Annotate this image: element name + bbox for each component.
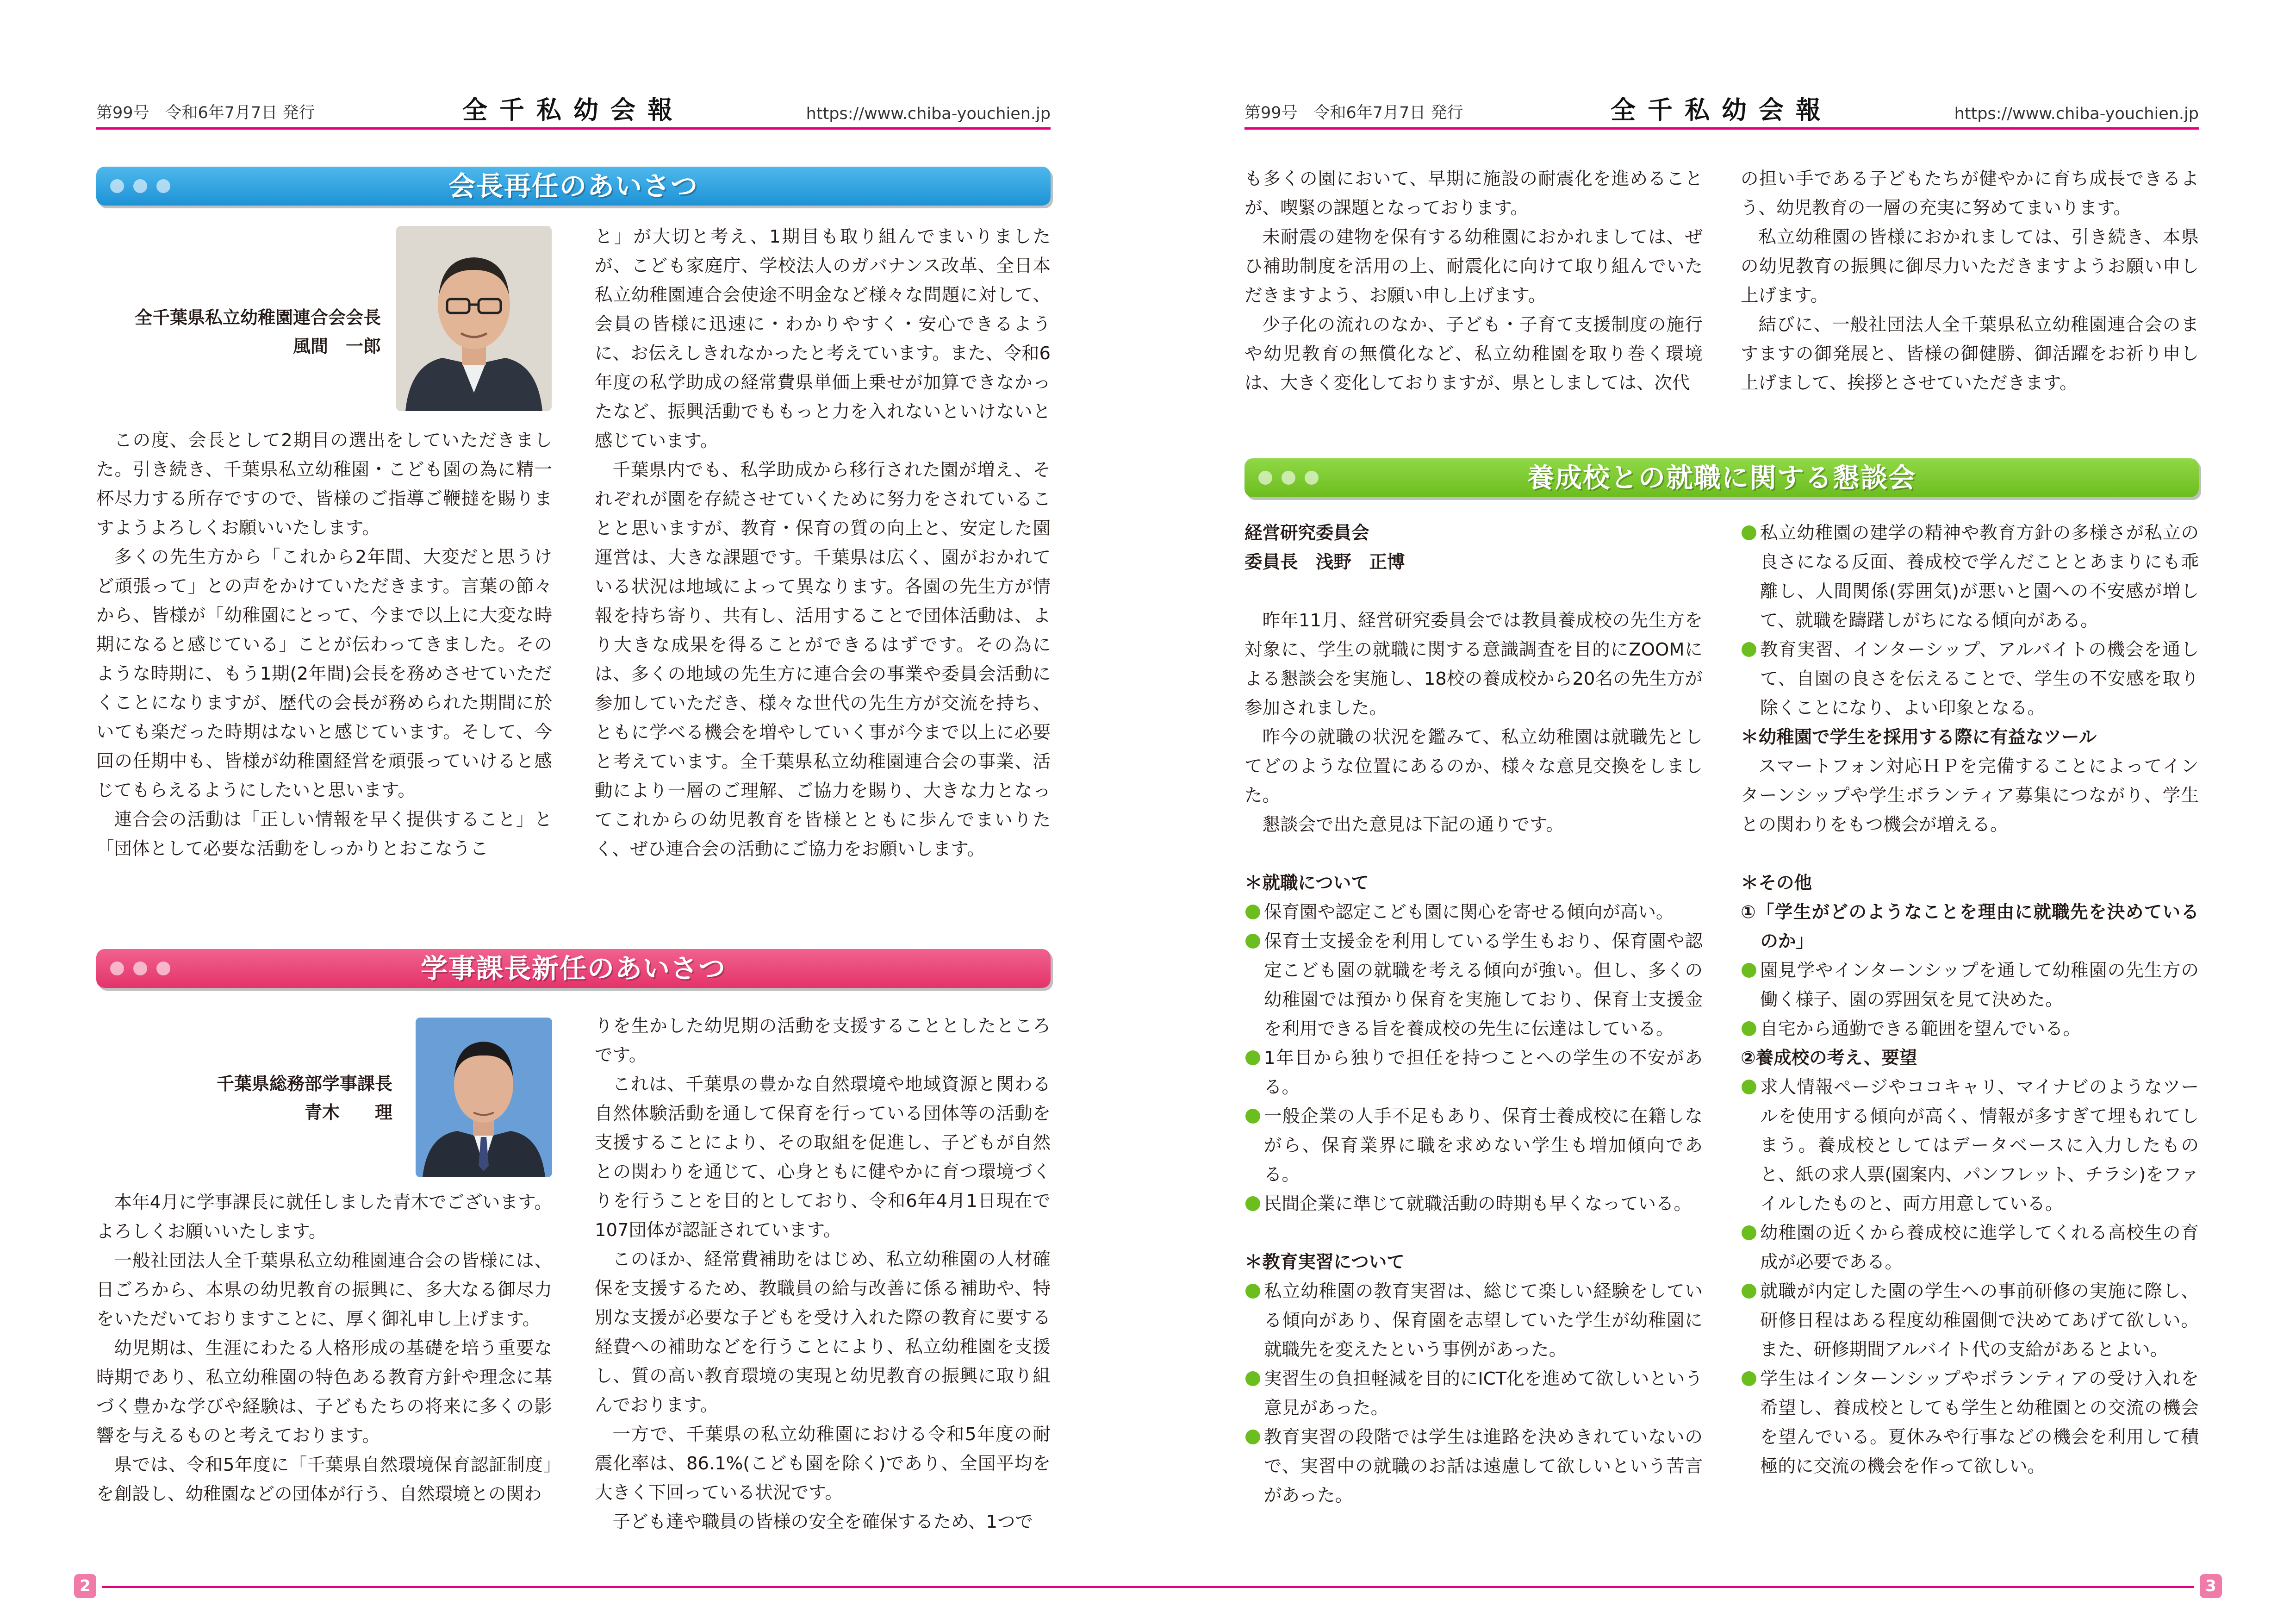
paragraph: と」が大切と考え、1期目も取り組んでまいりましたが、こども家庭庁、学校法人のガバナンス改革、全日本私立幼稚園連合会使途不明金など様々な問題に対して、会員の皆様に迅速に・わかりやすく・安心できるように、お伝えしきれなかったと考えています。また、令和6年度の私学助成の経常費県単価上乗せが加算できなかったなど、振興活動でももっと力を入れないといけないと感じています。 — [595, 226, 1051, 451]
paragraph: スマートフォン対応ＨＰを完備することによってインターンシップや学生ボランティア募集につながり、学生との関わりをもつ機会が増える。 — [1741, 756, 2199, 835]
subheading: ＊就職について — [1244, 873, 1369, 893]
paragraph: 県では、令和5年度に「千葉県自然環境保育認証制度」を創設し、幼稚園などの団体が行う、自然環境との関わ — [96, 1455, 552, 1505]
paragraph: 幼児期は、生涯にわたる人格形成の基礎を培う重要な時期であり、私立幼稚園の特色ある教育方針や理念に基づく豊かな学びや経験は、子どもたちの将来に多くの影響を与えるものと考えております。 — [96, 1338, 552, 1446]
paragraph: この度、会長として2期目の選出をしていただきました。引き続き、千葉県私立幼稚園・こども園の為に精一杯尽力する所存ですので、皆様のご指導ご鞭撻を賜りますようよろしくお願いいたします。 — [96, 430, 552, 538]
paragraph: りを生かした幼児期の活動を支援することとしたところです。 — [595, 1016, 1051, 1066]
bullet-item: 民間企業に準じて就職活動の時期も早くなっている。 — [1244, 1189, 1703, 1218]
paragraph: 私立幼稚園の皆様におかれましては、引き続き、本県の幼児教育の振興に御尽力いただきますようお願い申し上げます。 — [1741, 227, 2199, 306]
author-org: 千葉県総務部学事課長 — [216, 1074, 392, 1094]
paragraph: 結びに、一般社団法人全千葉県私立幼稚園連合会のますますの御発展と、皆様の御健勝、御活躍をお祈り申し上げまして、挨拶とさせていただきます。 — [1741, 314, 2199, 394]
paragraph: 本年4月に学事課長に就任しました青木でございます。よろしくお願いいたします。 — [96, 1192, 552, 1242]
paragraph: 昨今の就職の状況を鑑みて、私立幼稚園は就職先としてどのような位置にあるのか、様々な意見交換をしました。 — [1244, 727, 1703, 806]
bullet-item: 保育園や認定こども園に関心を寄せる傾向が高い。 — [1244, 898, 1703, 927]
band-dots-icon — [110, 167, 180, 206]
director-text-col1 — [96, 1188, 552, 1509]
paragraph: 懇談会で出た意見は下記の通りです。 — [1262, 814, 1564, 835]
section-band-chairman — [96, 167, 1051, 206]
footer-rule — [102, 1586, 1148, 1588]
paragraph: 子ども達や職員の皆様の安全を確保するため、1つで — [612, 1512, 1033, 1532]
question-heading: ②養成校の考え、要望 — [1741, 1048, 1917, 1068]
header-rule — [96, 127, 1051, 130]
author-name: 青木 理 — [304, 1102, 392, 1123]
newsletter-title: 全千私幼会報 — [1611, 95, 1833, 125]
bullet-item: 幼稚園の近くから養成校に進学してくれる高校生の育成が必要である。 — [1741, 1218, 2199, 1277]
bullet-item: 自宅から通勤できる範囲を望んでいる。 — [1741, 1014, 2199, 1043]
section-title: 会長再任のあいさつ — [448, 170, 698, 202]
chairman-text-col1 — [96, 426, 552, 863]
meeting-text-col2 — [1741, 518, 2199, 1481]
band-dots-icon — [110, 949, 180, 988]
section-title: 学事課長新任のあいさつ — [420, 953, 726, 984]
bullet-item: 私立幼稚園の教育実習は、総じて楽しい経験をしている傾向があり、保育園を志望していた学生が幼稚園に就職先を変えたという事例があった。 — [1244, 1277, 1703, 1364]
page-footer — [1148, 1574, 2222, 1600]
bullet-item: 園見学やインターンシップを通して幼稚園の先生方の働く様子、園の雰囲気を見て決めた。 — [1741, 956, 2199, 1014]
author-name: 風間 一郎 — [292, 336, 381, 356]
bullet-item: 保育士支援金を利用している学生もおり、保育園や認定こども園の就職を考える傾向が強い。但し、多くの幼稚園では預かり保育を実施しており、保育士支援金を利用できる旨を養成校の先生に伝達はしている。 — [1244, 927, 1703, 1043]
bullet-item: 教育実習、インターシップ、アルバイトの機会を通して、自園の良さを伝えることで、学生の不安感を取り除くことになり、よい印象となる。 — [1741, 635, 2199, 723]
issue-info: 第99号 令和6年7月7日 発行 — [96, 104, 315, 122]
meeting-text-col1 — [1244, 518, 1703, 1510]
paragraph: 一般社団法人全千葉県私立幼稚園連合会の皆様には、日ごろから、本県の幼児教育の振興に、多大なる御尽力をいただいておりますことに、厚く御礼申し上げます。 — [96, 1250, 552, 1330]
director-text-closing — [1741, 164, 2199, 398]
section-title: 養成校との就職に関する懇談会 — [1527, 462, 1916, 493]
author-signature — [96, 303, 381, 361]
site-url[interactable]: https://www.chiba-youchien.jp — [806, 105, 1051, 123]
bullet-item: 実習生の負担軽減を目的にICT化を進めて欲しいという意見があった。 — [1244, 1364, 1703, 1423]
page-header — [96, 93, 1051, 130]
bullet-item: 学生はインターンシップやボランティアの受け入れを希望し、養成校としても学生と幼稚園との交流の機会を望んでいる。夏休みや行事などの機会を利用して積極的に交流の機会を作って欲しい。 — [1741, 1364, 2199, 1481]
bullet-item: 私立幼稚園の建学の精神や教育方針の多様さが私立の良さになる反面、養成校で学んだこととあまりにも乖離し、人間関係(雰囲気)が悪いと園への不安感が増して、就職を躊躇しがちになる傾向がある。 — [1741, 518, 2199, 635]
band-dots-icon — [1258, 458, 1328, 497]
page-number: 3 — [2200, 1574, 2222, 1598]
paragraph: これは、千葉県の豊かな自然環境や地域資源と関わる自然体験活動を通して保育を行っている団体等の活動を支援することにより、その取組を促進し、子どもが自然との関わりを通じて、心身ともに健やかに育つ環境づくりを行うことを目的としており、令和6年4月1日現在で107団体が認証されています。 — [595, 1074, 1051, 1241]
author-signature — [96, 1069, 392, 1127]
director-portrait — [416, 1018, 552, 1177]
header-rule — [1244, 127, 2199, 130]
paragraph: 千葉県内でも、私学助成から移行された園が増え、それぞれが園を存続させていくために努力をされていることと思いますが、教育・保育の質の向上と、安定した園運営は、大きな課題です。千葉県は広く、園がおかれている状況は地域によって異なります。各園の先生方が情報を持ち寄り、共有し、活用することで団体活動は、より大きな成果を得ることができるはずです。その為には、多くの地域の先生方に連合会の事業や委員会活動に参加していただき、様々な世代の先生方が交流を持ち、ともに学べる機会を増やしていく事が今まで以上に必要と考えています。全千葉県私立幼稚園連合会の事業、活動により一層のご理解、ご協力を賜り、大きな力となってこれからの幼児教育を皆様とともに歩んでまいりたく、ぜひ連合会の活動にご協力をお願いします。 — [595, 460, 1051, 860]
paragraph: も多くの園において、早期に施設の耐震化を進めることが、喫緊の課題となっております。 — [1244, 169, 1703, 219]
page-number: 2 — [74, 1574, 96, 1598]
chairman-portrait — [396, 226, 552, 411]
paragraph: の担い手である子どもたちが健やかに育ち成長できるよう、幼児教育の一層の充実に努めてまいります。 — [1741, 169, 2199, 219]
question-heading: ①「学生がどのようなことを理由に就職先を決めているのか」 — [1741, 902, 2199, 952]
paragraph: 連合会の活動は「正しい情報を早く提供すること」と「団体として必要な活動をしっかりとおこなうこ — [96, 809, 552, 859]
paragraph: 昨年11月、経営研究委員会では教員養成校の先生方を対象に、学生の就職に関する意識調査を目的にZOOMによる懇談会を実施し、18校の養成校から20名の先生方が参加されました。 — [1244, 610, 1703, 718]
newsletter-title: 全千私幼会報 — [462, 95, 684, 125]
page-header — [1244, 93, 2199, 130]
paragraph: 少子化の流れのなか、子ども・子育て支援制度の施行や幼児教育の無償化など、私立幼稚園を取り巻く環境は、大きく変化しておりますが、県としましては、次代 — [1244, 314, 1703, 394]
chairman-text-col2 — [595, 222, 1051, 864]
subheading: ＊その他 — [1741, 873, 1812, 893]
committee-name: 経営研究委員会 — [1244, 523, 1369, 543]
bullet-item: 就職が内定した園の学生への事前研修の実施に際し、研修日程はある程度幼稚園側で決めてあげて欲しい。また、研修期間アルバイト代の支給があるとよい。 — [1741, 1277, 2199, 1364]
section-band-director — [96, 949, 1051, 988]
bullet-item: 教育実習の段階では学生は進路を決めきれていないので、実習中の就職のお話は遠慮して欲しいという苦言があった。 — [1244, 1423, 1703, 1510]
committee-chair: 委員長 浅野 正博 — [1244, 552, 1405, 573]
bullet-item: 求人情報ページやココキャリ、マイナビのようなツールを使用する傾向が高く、情報が多すぎて埋もれてしまう。養成校としてはデータベースに入力したものと、紙の求人票(園案内、パンフレット、チラシ)をファイルしたものと、両方用意している。 — [1741, 1073, 2199, 1218]
site-url[interactable]: https://www.chiba-youchien.jp — [1954, 105, 2199, 123]
director-text-col2 — [595, 1012, 1051, 1537]
subheading: ＊教育実習について — [1244, 1252, 1405, 1273]
paragraph: 一方で、千葉県の私立幼稚園における令和5年度の耐震化率は、86.1%(こども園を除く)であり、全国平均を大きく下回っている状況です。 — [595, 1424, 1051, 1503]
issue-info: 第99号 令和6年7月7日 発行 — [1244, 104, 1463, 122]
paragraph: 未耐震の建物を保有する幼稚園におかれましては、ぜひ補助制度を活用の上、耐震化に向けて取り組んでいただきますよう、お願い申し上げます。 — [1244, 227, 1703, 306]
right-page — [1148, 0, 2296, 1624]
bullet-item: 1年目から独りで担任を持つことへの学生の不安がある。 — [1244, 1043, 1703, 1102]
footer-rule — [1148, 1586, 2194, 1588]
bullet-item: 一般企業の人手不足もあり、保育士養成校に在籍しながら、保育業界に職を求めない学生も増加傾向である。 — [1244, 1102, 1703, 1189]
paragraph: 多くの先生方から「これから2年間、大変だと思うけど頑張って」との声をかけていただきます。言葉の節々から、皆様が「幼稚園にとって、今まで以上に大変な時期になると感じている」ことが伝わってきました。そのような時期に、もう1期(2年間)会長を務めさせていただくことになりますが、歴代の会長が務められた期間に於いても楽だった時期はないと感じています。そして、今回の任期中も、皆様が幼稚園経営を頑張っていけると感じてもらえるようにしたいと思います。 — [96, 547, 553, 801]
director-text-continued — [1244, 164, 1703, 398]
subheading: ＊幼稚園で学生を採用する際に有益なツール — [1741, 727, 2097, 748]
paragraph: このほか、経常費補助をはじめ、私立幼稚園の人材確保を支援するため、教職員の給与改善に係る補助や、特別な支援が必要な子どもを受け入れた際の教育に要する経費への補助などを行うことにより、私立幼稚園を支援し、質の高い教育環境の実現と幼児教育の振興に取り組んでおります。 — [595, 1249, 1051, 1416]
author-org: 全千葉県私立幼稚園連合会会長 — [134, 307, 381, 328]
section-band-meeting — [1244, 458, 2199, 497]
page-footer — [74, 1574, 1148, 1600]
